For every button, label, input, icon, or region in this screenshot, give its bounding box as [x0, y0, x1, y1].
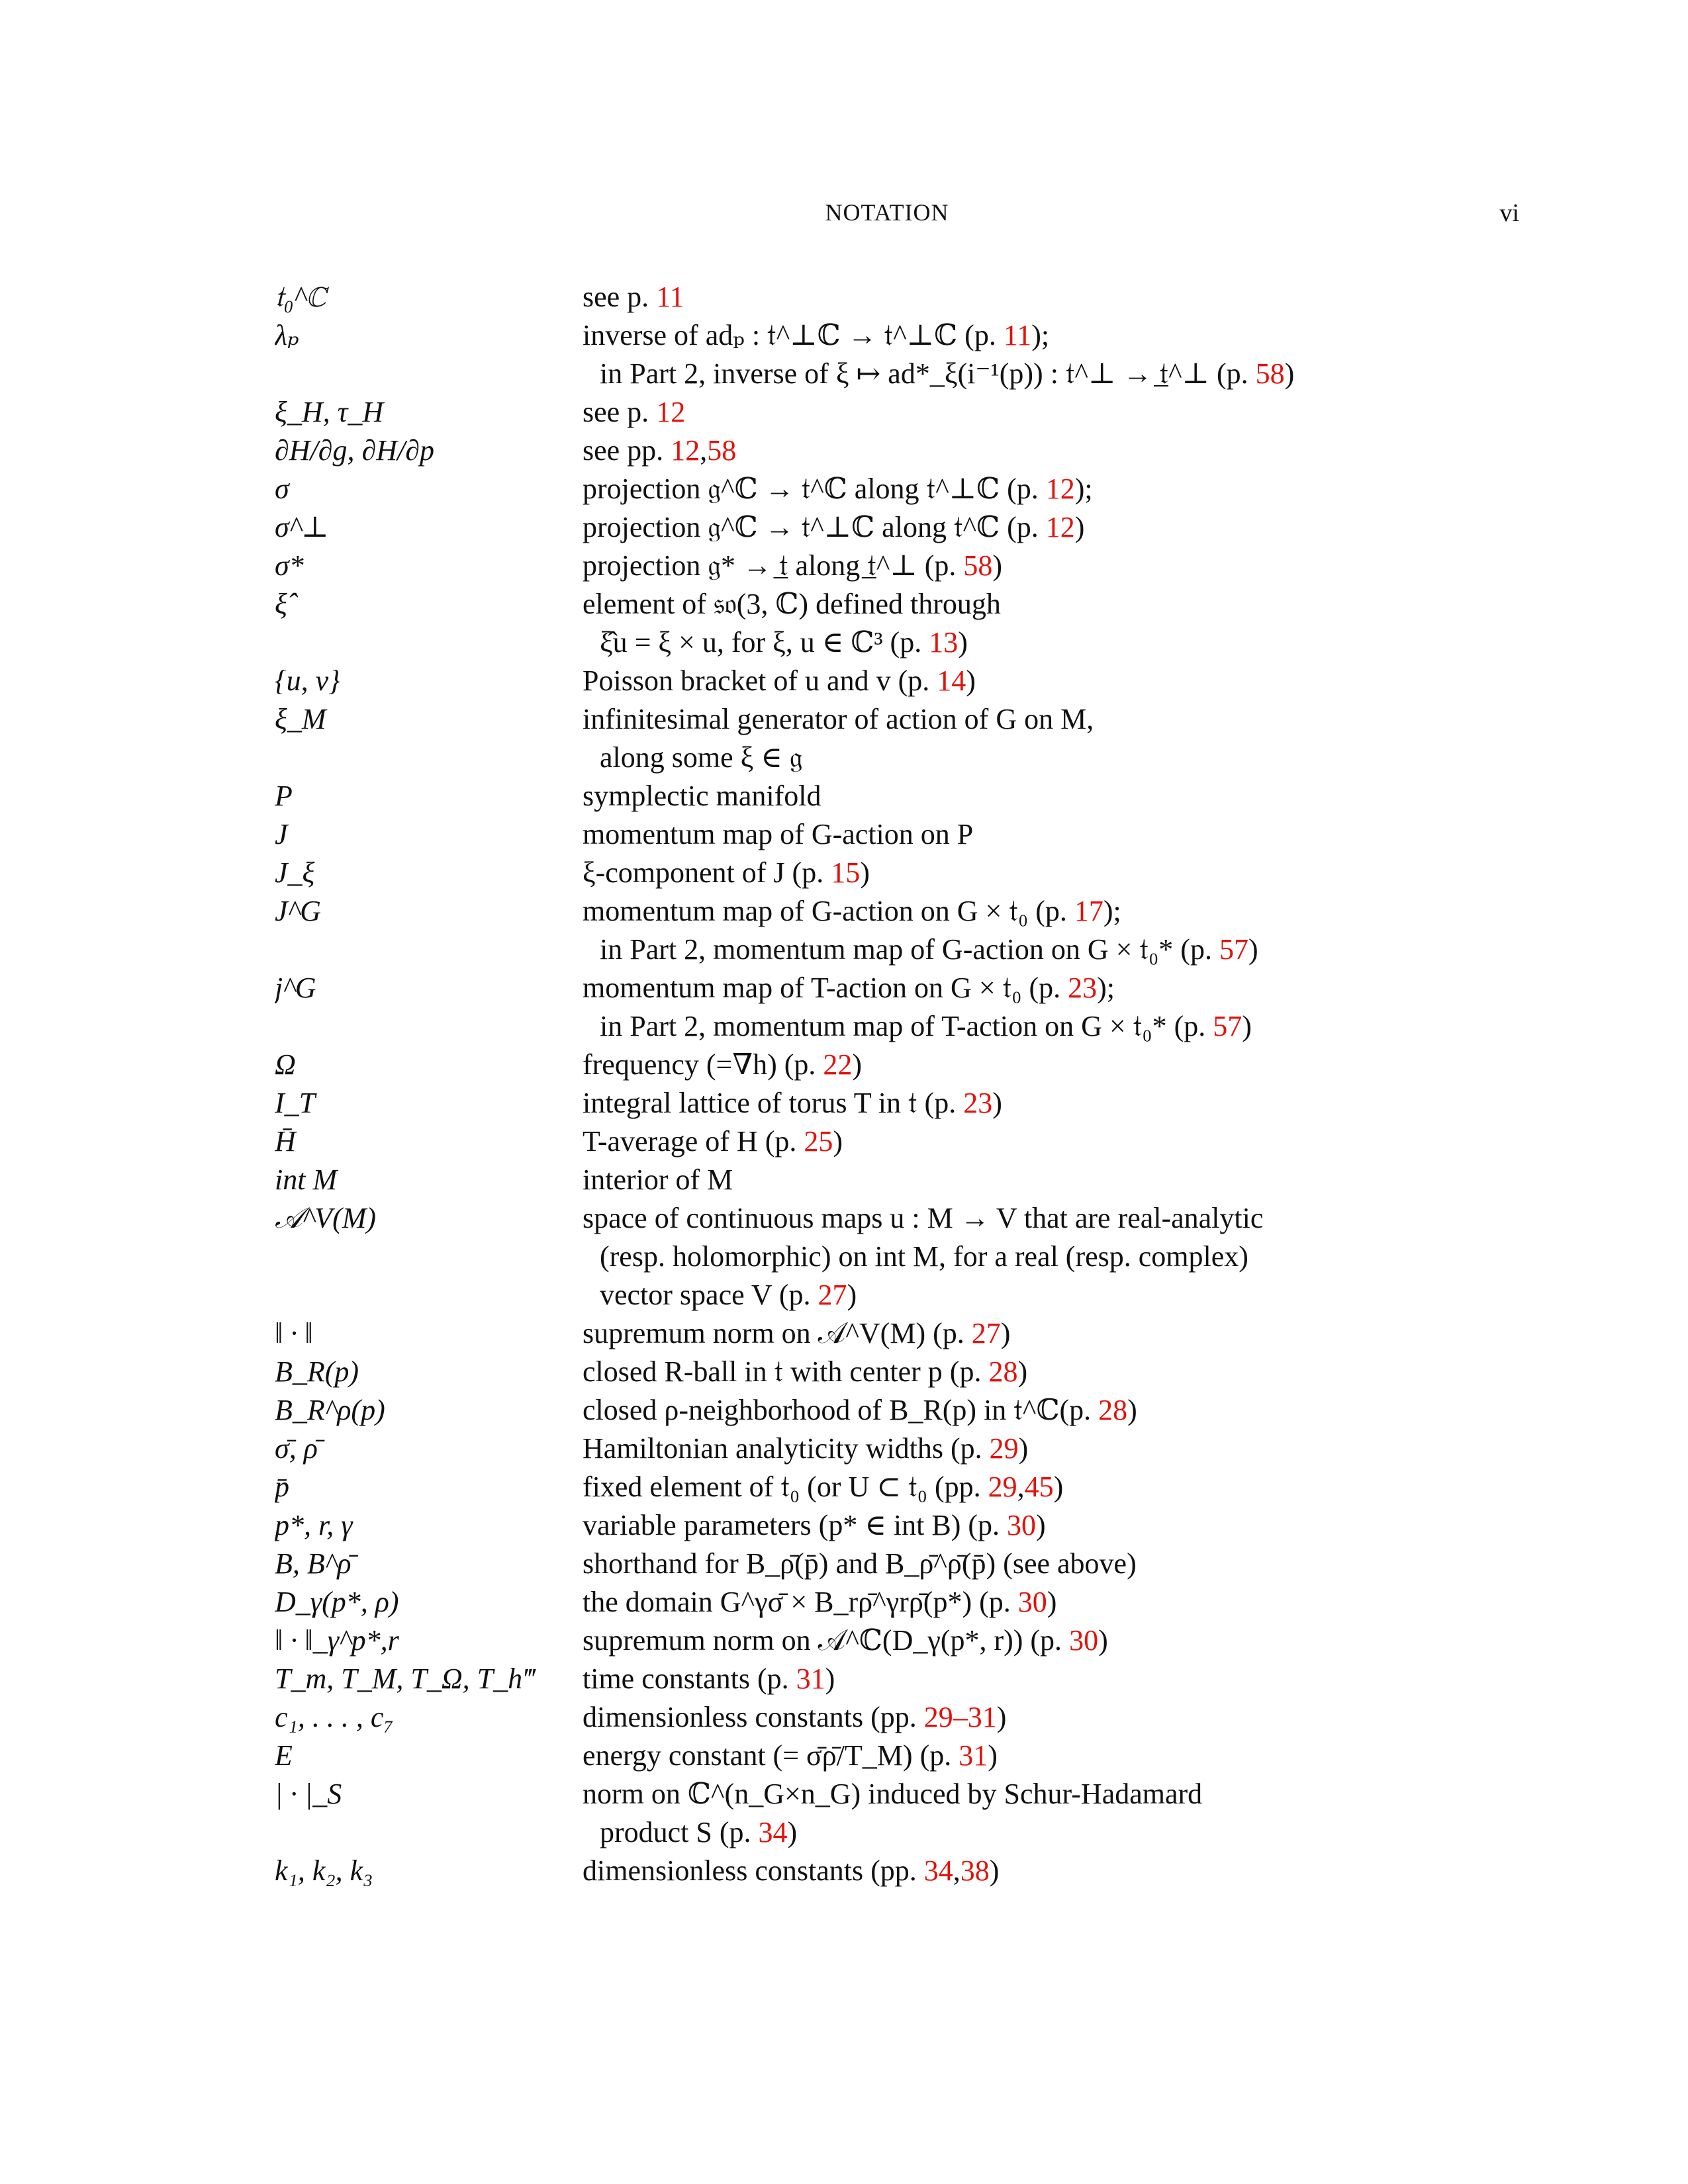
notation-symbol: p̄	[275, 1471, 289, 1503]
description-text: in Part 2, momentum map of T-action on G × 𝔱₀* (p.	[600, 1010, 1213, 1042]
notation-description	[583, 1621, 1519, 1660]
notation-entry	[275, 1084, 1519, 1122]
notation-symbol: J	[275, 818, 288, 850]
notation-description	[583, 547, 1519, 585]
description-text: );	[1074, 473, 1093, 505]
page-reference-link[interactable]: 29	[988, 1471, 1017, 1503]
description-text: (resp. holomorphic) on int M, for a real (resp. complex)	[600, 1240, 1248, 1273]
page-reference-link[interactable]: 45	[1024, 1471, 1054, 1503]
page-reference-link[interactable]: 11	[1003, 319, 1032, 351]
notation-description	[583, 777, 1519, 815]
description-text: )	[1047, 1586, 1057, 1618]
description-text: )	[852, 1048, 863, 1081]
notation-symbol: {u, v}	[275, 664, 340, 697]
notation-entry	[275, 1353, 1519, 1391]
notation-symbol: ‖ · ‖	[275, 1317, 313, 1349]
notation-description	[583, 700, 1519, 777]
page-reference-link[interactable]: 27	[971, 1317, 1001, 1349]
description-line	[583, 777, 1519, 815]
notation-symbol: σ̄, ρ̄	[275, 1432, 318, 1465]
description-text: along some ξ ∈ 𝔤	[600, 741, 803, 774]
notation-entry	[275, 547, 1519, 585]
description-text: closed R-ball in 𝔱 with center p (p.	[583, 1355, 989, 1388]
notation-entry	[275, 854, 1519, 892]
page-reference-link[interactable]: 57	[1219, 933, 1248, 966]
notation-description	[583, 1314, 1519, 1353]
notation-symbol: T_m, T_M, T_Ω, T_h‴	[275, 1662, 535, 1695]
description-text: );	[1103, 895, 1121, 927]
notation-entry	[275, 1122, 1519, 1161]
notation-entry	[275, 1314, 1519, 1353]
description-line	[583, 1046, 1519, 1084]
description-text: )	[1242, 1010, 1252, 1042]
notation-entry	[275, 892, 1519, 969]
notation-description	[583, 892, 1519, 969]
description-line	[583, 892, 1519, 931]
description-text: projection 𝔤* → 𝔱̲ along 𝔱̲^⊥ (p.	[583, 549, 964, 582]
notation-description	[583, 1199, 1519, 1314]
notation-symbol: P	[275, 780, 293, 812]
notation-description	[583, 1353, 1519, 1391]
notation-symbol: 𝔱₀^ℂ	[275, 281, 326, 313]
description-line	[583, 1506, 1519, 1545]
notation-description	[583, 1775, 1519, 1852]
notation-entry	[275, 393, 1519, 432]
page-reference-link[interactable]: 31	[959, 1739, 988, 1772]
page-reference-link[interactable]: 27	[818, 1279, 847, 1311]
notation-description	[583, 278, 1519, 316]
notation-symbol: E	[275, 1739, 293, 1772]
notation-description	[583, 1122, 1519, 1161]
description-text: momentum map of G-action on G × 𝔱₀ (p.	[583, 895, 1074, 927]
notation-entry	[275, 1391, 1519, 1430]
page-reference-link[interactable]: 13	[929, 626, 959, 659]
page-reference-link[interactable]: 29–31	[923, 1701, 997, 1733]
description-text: dimensionless constants (pp.	[583, 1701, 924, 1733]
description-line	[583, 1391, 1519, 1430]
description-text: )	[1284, 357, 1295, 390]
description-continuation-line	[583, 1276, 1519, 1314]
notation-entry	[275, 278, 1519, 316]
description-line	[583, 969, 1519, 1007]
page-reference-link[interactable]: 22	[823, 1048, 853, 1081]
description-text: projection 𝔤^ℂ → 𝔱^⊥ℂ along 𝔱^ℂ (p.	[583, 511, 1046, 543]
notation-description	[583, 1583, 1519, 1621]
notation-entry	[275, 969, 1519, 1046]
description-text: )	[1053, 1471, 1064, 1503]
notation-symbol: σ	[275, 473, 289, 505]
description-text: ,	[1017, 1471, 1025, 1503]
notation-description	[583, 316, 1519, 393]
description-text: );	[1031, 319, 1050, 351]
page-number: vi	[1499, 199, 1519, 227]
description-line	[583, 1545, 1519, 1583]
notation-description	[583, 1046, 1519, 1084]
description-continuation-line	[583, 1238, 1519, 1276]
description-text: element of 𝔰𝔬(3, ℂ) defined through	[583, 588, 1001, 620]
notation-entry	[275, 1545, 1519, 1583]
description-text: momentum map of T-action on G × 𝔱₀ (p.	[583, 972, 1068, 1004]
description-line	[583, 1583, 1519, 1621]
notation-description	[583, 470, 1519, 508]
notation-symbol: 𝒜^V(M)	[275, 1202, 377, 1234]
notation-entry	[275, 1506, 1519, 1545]
notation-symbol: H̄	[275, 1125, 296, 1158]
notation-symbol: ξ_M	[275, 703, 326, 735]
notation-list	[275, 278, 1519, 1890]
description-line	[583, 1660, 1519, 1698]
description-text: frequency (=∇h) (p.	[583, 1048, 823, 1081]
notation-entry	[275, 1621, 1519, 1660]
description-text: )	[860, 856, 870, 889]
notation-symbol: B_R^ρ(p)	[275, 1394, 385, 1426]
notation-symbol: j^G	[275, 972, 316, 1004]
notation-symbol: σ^⊥	[275, 511, 329, 543]
description-text: )	[966, 664, 976, 697]
description-text: symplectic manifold	[583, 780, 821, 812]
notation-description	[583, 1698, 1519, 1737]
page-reference-link[interactable]: 23	[963, 1087, 993, 1119]
notation-entry	[275, 1046, 1519, 1084]
description-line	[583, 1430, 1519, 1468]
description-text: )	[992, 1087, 1002, 1119]
description-text: projection 𝔤^ℂ → 𝔱^ℂ along 𝔱^⊥ℂ (p.	[583, 473, 1046, 505]
description-line	[583, 508, 1519, 547]
page-reference-link[interactable]: 15	[831, 856, 861, 889]
description-text: Hamiltonian analyticity widths (p.	[583, 1432, 990, 1465]
description-text: )	[1017, 1355, 1028, 1388]
description-text: the domain G^γσ̄ × B_rρ̄^γrρ̄(p*) (p.	[583, 1586, 1018, 1618]
notation-entry	[275, 508, 1519, 547]
description-text: )	[833, 1125, 843, 1158]
running-title: NOTATION	[825, 199, 949, 226]
notation-symbol: Ω	[275, 1048, 296, 1081]
description-text: norm on ℂ^(n_G×n_G) induced by Schur-Hadamard	[583, 1778, 1203, 1810]
description-line	[583, 585, 1519, 623]
notation-description	[583, 662, 1519, 700]
description-text: )	[996, 1701, 1007, 1733]
description-text: integral lattice of torus T in 𝔱 (p.	[583, 1087, 964, 1119]
description-line	[583, 815, 1519, 854]
description-line	[583, 1775, 1519, 1813]
notation-description	[583, 854, 1519, 892]
page-reference-link[interactable]: 12	[656, 396, 686, 428]
notation-description	[583, 1737, 1519, 1775]
notation-description	[583, 969, 1519, 1046]
page-reference-link[interactable]: 17	[1074, 895, 1103, 927]
description-text: )	[1098, 1624, 1108, 1657]
notation-entry	[275, 1737, 1519, 1775]
notation-description	[583, 508, 1519, 547]
description-text: T-average of H (p.	[583, 1125, 804, 1158]
notation-entry	[275, 432, 1519, 470]
notation-entry	[275, 1430, 1519, 1468]
description-line	[583, 393, 1519, 432]
description-text: )	[958, 626, 968, 659]
description-line	[583, 278, 1519, 316]
description-text: fixed element of 𝔱₀ (or U ⊂ 𝔱₀ (pp.	[583, 1471, 988, 1503]
description-line	[583, 1161, 1519, 1199]
page-reference-link[interactable]: 58	[1255, 357, 1285, 390]
description-text: ξ̂u = ξ × u, for ξ, u ∈ ℂ³ (p.	[600, 626, 929, 659]
description-text: )	[825, 1662, 835, 1695]
description-text: ,	[953, 1854, 961, 1887]
description-line	[583, 854, 1519, 892]
page-reference-link[interactable]: 12	[1045, 473, 1075, 505]
notation-description	[583, 1391, 1519, 1430]
notation-symbol: D_γ(p*, ρ)	[275, 1586, 399, 1618]
notation-entry	[275, 1199, 1519, 1314]
description-text: in Part 2, momentum map of G-action on G × 𝔱₀* (p.	[600, 933, 1219, 966]
description-continuation-line	[583, 1007, 1519, 1046]
notation-entry	[275, 1775, 1519, 1852]
notation-symbol: B, B^ρ̄	[275, 1547, 352, 1580]
description-text: )	[1000, 1317, 1011, 1349]
notation-description	[583, 1545, 1519, 1583]
description-line	[583, 1468, 1519, 1506]
page-reference-link[interactable]: 30	[1017, 1586, 1047, 1618]
description-text: see p.	[583, 281, 657, 313]
page-reference-link[interactable]: 31	[796, 1662, 825, 1695]
description-line	[583, 1084, 1519, 1122]
notation-description	[583, 1506, 1519, 1545]
description-text: energy constant (= σ̄ρ̄/T_M) (p.	[583, 1739, 959, 1772]
description-text: shorthand for B_ρ̄(p̄) and B_ρ̄^ρ̄(p̄) (see above)	[583, 1547, 1137, 1580]
description-text: )	[988, 1739, 998, 1772]
description-line	[583, 1122, 1519, 1161]
notation-entry	[275, 1468, 1519, 1506]
notation-entry	[275, 700, 1519, 777]
notation-description	[583, 1084, 1519, 1122]
description-text: ,	[700, 434, 708, 467]
description-line	[583, 1314, 1519, 1353]
notation-description	[583, 1430, 1519, 1468]
notation-symbol: B_R(p)	[275, 1355, 359, 1388]
description-text: )	[847, 1279, 857, 1311]
description-line	[583, 432, 1519, 470]
description-text: )	[989, 1854, 1000, 1887]
notation-entry	[275, 316, 1519, 393]
description-continuation-line	[583, 739, 1519, 777]
description-text: product S (p.	[600, 1816, 759, 1848]
notation-entry	[275, 1852, 1519, 1890]
notation-symbol: k₁, k₂, k₃	[275, 1854, 373, 1887]
description-text: )	[1074, 511, 1085, 543]
description-text: closed ρ-neighborhood of B_R(p) in 𝔱^ℂ(p.	[583, 1394, 1099, 1426]
page-reference-link[interactable]: 57	[1213, 1010, 1243, 1042]
description-continuation-line	[583, 355, 1519, 393]
page-reference-link[interactable]: 23	[1068, 972, 1098, 1004]
notation-symbol: J_ξ	[275, 856, 315, 889]
description-text: )	[1036, 1509, 1046, 1541]
notation-description	[583, 393, 1519, 432]
description-line	[583, 662, 1519, 700]
notation-symbol: int M	[275, 1163, 338, 1196]
description-text: in Part 2, inverse of ξ ↦ ad*_ξ(i⁻¹(p)) : 𝔱^⊥ → 𝔱̲^⊥ (p.	[600, 357, 1256, 390]
notation-description	[583, 1161, 1519, 1199]
notation-symbol: ξ_H, τ_H	[275, 396, 384, 428]
description-text: space of continuous maps u : M → V that are real-analytic	[583, 1202, 1264, 1234]
notation-symbol: J^G	[275, 895, 321, 927]
description-text: );	[1097, 972, 1115, 1004]
notation-symbol: ‖ · ‖_γ^p*,r	[275, 1624, 399, 1657]
notation-description	[583, 585, 1519, 662]
description-line	[583, 1353, 1519, 1391]
notation-entry	[275, 1698, 1519, 1737]
description-text: supremum norm on 𝒜^V(M) (p.	[583, 1317, 972, 1349]
page-reference-link[interactable]: 12	[671, 434, 700, 467]
description-text: time constants (p.	[583, 1662, 796, 1695]
page-reference-link[interactable]: 34	[923, 1854, 953, 1887]
description-continuation-line	[583, 1813, 1519, 1852]
description-text: infinitesimal generator of action of G on M,	[583, 703, 1094, 735]
page-reference-link[interactable]: 25	[804, 1125, 833, 1158]
description-text: ξ-component of J (p.	[583, 856, 831, 889]
description-line	[583, 1621, 1519, 1660]
notation-entry	[275, 662, 1519, 700]
description-text: see pp.	[583, 434, 671, 467]
notation-entry	[275, 470, 1519, 508]
description-line	[583, 1698, 1519, 1737]
page-reference-link[interactable]: 58	[707, 434, 737, 467]
description-text: )	[992, 549, 1003, 582]
description-text: dimensionless constants (pp.	[583, 1854, 924, 1887]
description-text: )	[1127, 1394, 1137, 1426]
description-line	[583, 547, 1519, 585]
page-reference-link[interactable]: 34	[758, 1816, 788, 1848]
description-line	[583, 1737, 1519, 1775]
description-text: see p.	[583, 396, 657, 428]
notation-symbol: λₚ	[275, 319, 299, 351]
page-reference-link[interactable]: 38	[960, 1854, 990, 1887]
notation-symbol: | · |_S	[275, 1778, 342, 1810]
description-continuation-line	[583, 931, 1519, 969]
page-reference-link[interactable]: 30	[1069, 1624, 1099, 1657]
description-continuation-line	[583, 623, 1519, 662]
description-line	[583, 1852, 1519, 1890]
notation-symbol: I_T	[275, 1087, 316, 1119]
description-text: vector space V (p.	[600, 1279, 818, 1311]
page-reference-link[interactable]: 29	[989, 1432, 1019, 1465]
page-reference-link[interactable]: 28	[1098, 1394, 1128, 1426]
notation-entry	[275, 1583, 1519, 1621]
description-text: )	[1248, 933, 1258, 966]
description-text: momentum map of G-action on P	[583, 818, 974, 850]
description-text: )	[787, 1816, 798, 1848]
description-line	[583, 1199, 1519, 1238]
description-text: variable parameters (p* ∈ int B) (p.	[583, 1509, 1008, 1541]
notation-symbol: p*, r, γ	[275, 1509, 353, 1541]
page-reference-link[interactable]: 12	[1045, 511, 1075, 543]
notation-entry	[275, 585, 1519, 662]
notation-description	[583, 432, 1519, 470]
notation-description	[583, 1660, 1519, 1698]
description-text: )	[1018, 1432, 1029, 1465]
description-text: inverse of adₚ : 𝔱^⊥ℂ → 𝔱^⊥ℂ (p.	[583, 319, 1004, 351]
notation-description	[583, 1852, 1519, 1890]
notation-entry	[275, 1660, 1519, 1698]
page-reference-link[interactable]: 30	[1007, 1509, 1037, 1541]
page-reference-link[interactable]: 14	[937, 664, 966, 697]
description-text: supremum norm on 𝒜^ℂ(D_γ(p*, r)) (p.	[583, 1624, 1070, 1657]
description-line	[583, 700, 1519, 739]
page-reference-link[interactable]: 28	[988, 1355, 1018, 1388]
notation-symbol: c₁, . . . , c₇	[275, 1701, 394, 1733]
notation-description	[583, 1468, 1519, 1506]
notation-entry	[275, 815, 1519, 854]
description-text: interior of M	[583, 1163, 733, 1196]
page-reference-link[interactable]: 58	[963, 549, 993, 582]
notation-symbol: σ*	[275, 549, 304, 582]
notation-description	[583, 815, 1519, 854]
notation-entry	[275, 777, 1519, 815]
page-reference-link[interactable]: 11	[656, 281, 684, 313]
description-line	[583, 470, 1519, 508]
notation-entry	[275, 1161, 1519, 1199]
notation-symbol: ∂H/∂g, ∂H/∂p	[275, 434, 434, 467]
description-line	[583, 316, 1519, 355]
description-text: Poisson bracket of u and v (p.	[583, 664, 937, 697]
notation-symbol: ξ̂	[275, 588, 287, 620]
